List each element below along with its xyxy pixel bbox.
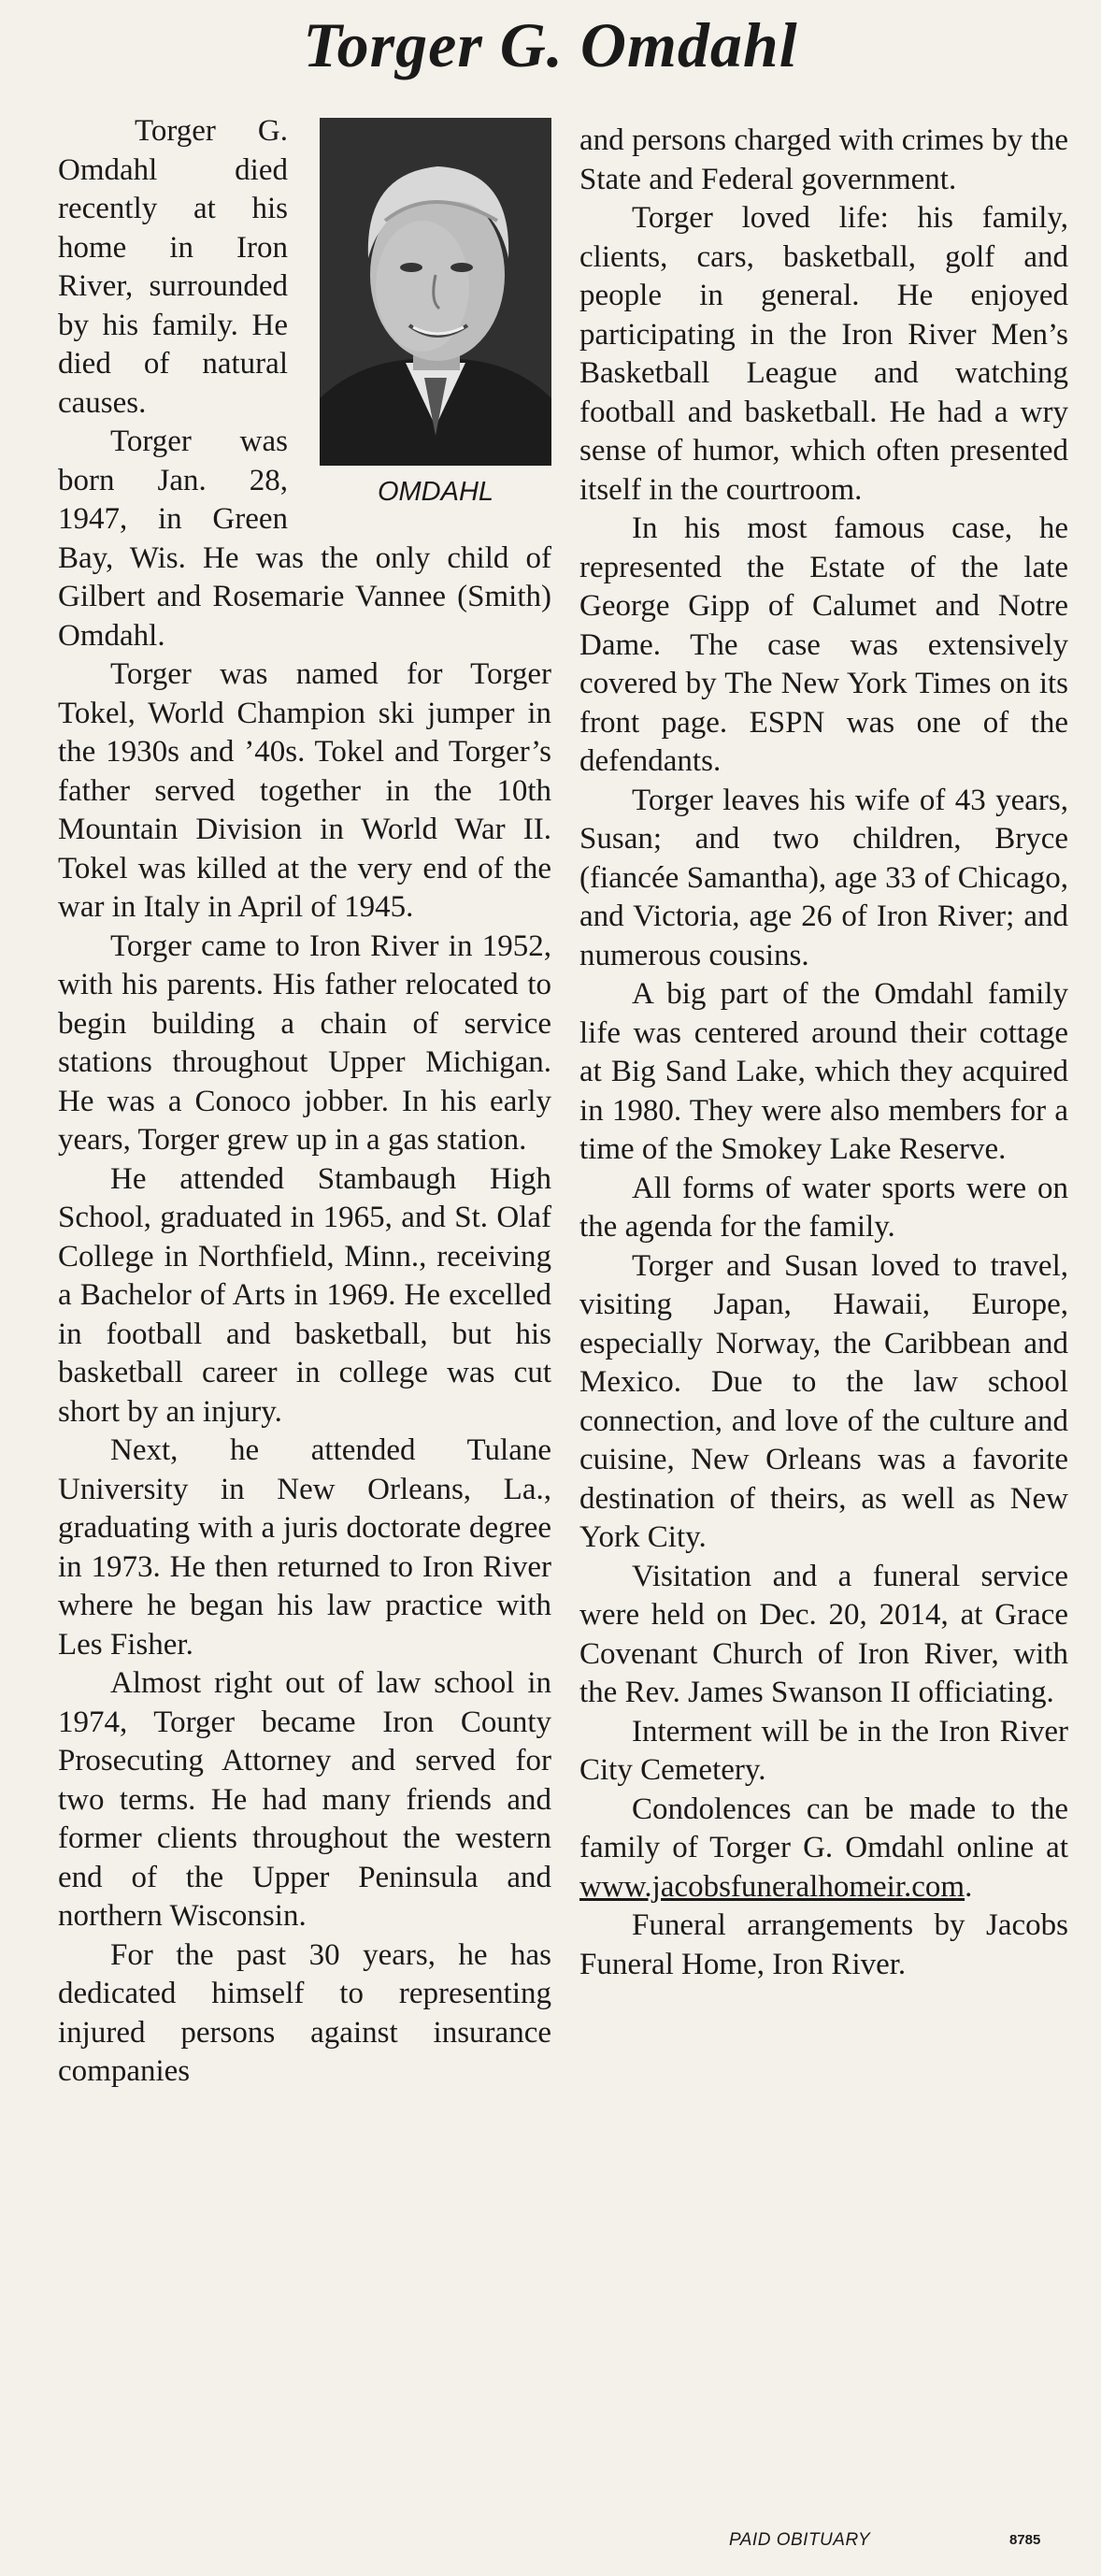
photo-caption: OMDAHL xyxy=(377,477,494,507)
paragraph-cottage: A big part of the Omdahl family life was centered around their cottage at Big Sand Lake, which they acquired in 1980. They were also members for a time of the Smokey Lake Reserve. xyxy=(579,977,1068,1166)
ad-code: 8785 xyxy=(1009,2532,1041,2548)
column-right xyxy=(579,122,1068,1984)
paragraph-famous-case: In his most famous case, he represented the Estate of the late George Gipp of Calumet and Notre Dame. The case was extensively covered by The New York Times on its front page. ESPN was one of the defendants. xyxy=(579,511,1068,778)
obituary-headline: Torger G. Omdahl xyxy=(303,9,798,80)
paragraph-arrangements: Funeral arrangements by Jacobs Funeral Home, Iron River. xyxy=(579,1908,1068,1981)
paragraph-condolences xyxy=(579,1791,1068,1907)
portrait-image xyxy=(320,118,551,466)
paragraph-iron-river: Torger came to Iron River in 1952, with his parents. His father relocated to begin building a chain of service stations throughout Upper Michigan. He was a Conoco jobber. In his early years, Torger grew up in a gas station. xyxy=(58,928,551,1157)
paragraph-travel: Torger and Susan loved to travel, visiting Japan, Hawaii, Europe, especially Norway, the Caribbean and Mexico. Due to the law school connection, and love of the culture and cuisine, New Orleans was a favorite destination of theirs, as well as New York City. xyxy=(579,1248,1068,1554)
paragraph-survivors: Torger leaves his wife of 43 years, Susan; and two children, Bryce (fiancée Samantha), age 33 of Chicago, and Victoria, age 26 of Iron River; and numerous cousins. xyxy=(579,783,1068,972)
paragraph-loved-life: Torger loved life: his family, clients, cars, basketball, golf and people in general. He enjoyed participating in the Iron River Men’s Basketball League and watching football and basketball. He had a wry sense of humor, which often presented itself in the courtroom. xyxy=(579,201,1068,507)
condolences-period: . xyxy=(965,1869,973,1904)
paragraph-namesake: Torger was named for Torger Tokel, World Champion ski jumper in the 1930s and ’40s. Tokel and Torger’s father served together in the 10th Mountain Division in World War II. Tokel was killed at the very end of the war in Italy in April of 1945. xyxy=(58,657,551,924)
paragraph-law-school: Next, he attended Tulane University in New Orleans, La., graduating with a juris doctorate degree in 1973. He then returned to Iron River where he began his law practice with Les Fisher. xyxy=(58,1433,551,1662)
paragraph-service: Visitation and a funeral service were held on Dec. 20, 2014, at Grace Covenant Church of Iron River, with the Rev. James Swanson II officiating. xyxy=(579,1559,1068,1709)
funeral-home-link[interactable]: www.jacobsfuneralhomeir.com xyxy=(579,1869,965,1904)
paragraph-practice: For the past 30 years, he has dedicated himself to representing injured persons against insurance companies xyxy=(58,1937,551,2088)
paragraph-interment: Interment will be in the Iron River City Cemetery. xyxy=(579,1714,1068,1787)
column-left xyxy=(58,112,551,2092)
portrait-block xyxy=(308,118,551,511)
paid-obituary-label: PAID OBITUARY xyxy=(729,2530,871,2550)
condolences-text: Condolences can be made to the family of Torger G. Omdahl online at xyxy=(579,1792,1068,1864)
paragraph-death: Torger G. Omdahl died recently at his home in Iron River, surrounded by his family. He died of natural causes. xyxy=(58,114,288,420)
portrait-photo xyxy=(320,118,551,466)
paragraph-birth: Torger was born Jan. 28, 1947, in Green Bay, Wis. He was the only child of Gilbert and Rosemarie Vannee (Smith) Omdahl. xyxy=(58,425,551,653)
paragraph-education: He attended Stambaugh High School, graduated in 1965, and St. Olaf College in Northfield, Minn., receiving a Bachelor of Arts in 1969. He excelled in football and basketball, but his basketball career in college was cut short by an injury. xyxy=(58,1161,551,1429)
paragraph-prosecutor: Almost right out of law school in 1974, Torger became Iron County Prosecuting Attorney and served for two terms. He had many friends and former clients throughout the western end of the Upper Peninsula and northern Wisconsin. xyxy=(58,1666,551,1933)
paragraph-practice-cont: and persons charged with crimes by the State and Federal government. xyxy=(579,123,1068,196)
paragraph-water-sports: All forms of water sports were on the agenda for the family. xyxy=(579,1171,1068,1244)
